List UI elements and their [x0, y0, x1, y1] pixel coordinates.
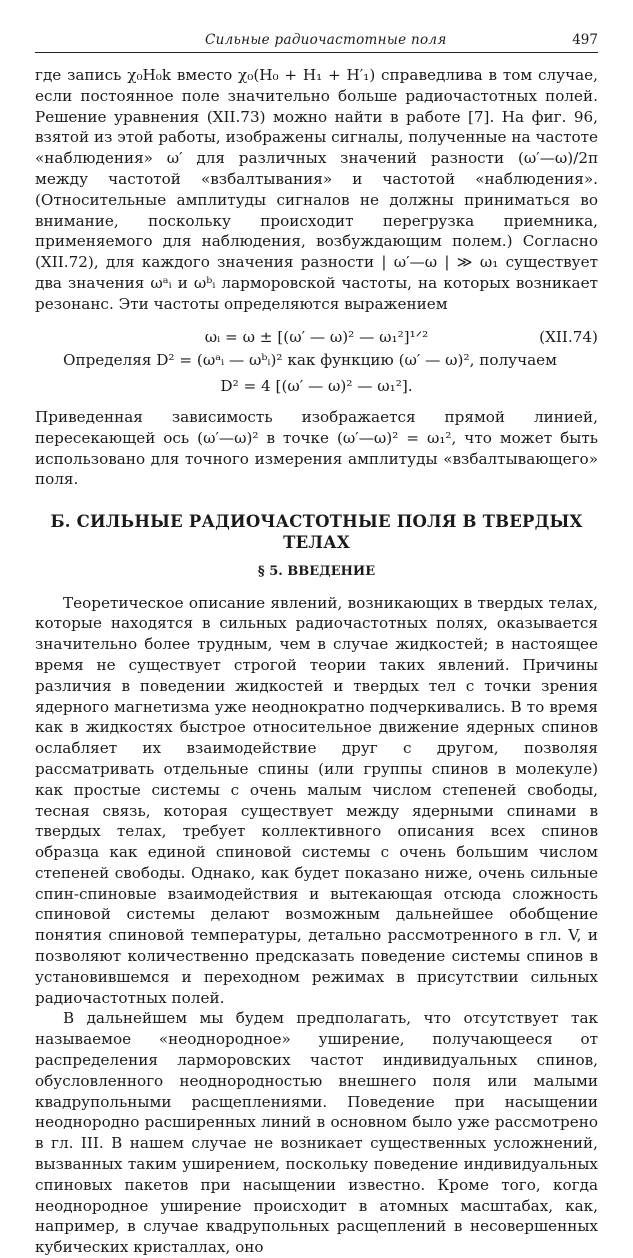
running-title: Сильные радиочастотные поля: [205, 32, 447, 48]
paragraph-intro: Теоретическое описание явлений, возникающих в твердых телах, которые находятся в сильных радиочастотных полях, оказывается значительно более трудным, чем в случае жидкостей; в настоящее время не существует строгой теории таких явлений. Причины различия в поведении жидкостей и твердых тел с точки зрения ядерного магнетизма уже неоднократно подчеркивались. В то время как в жидкостях быстрое относительное движение ядерных спинов ослабляет их взаимодействие друг с другом, позволяя рассматривать отдельные спины (или группы спинов в молекуле) как простые системы с очень малым числом степеней свободы, тесная связь, которая существует между ядерными спинами в твердых телах, требует коллективного описания всех спинов образца как единой спиновой системы с очень большим числом степеней свободы. Однако, как будет показано ниже, очень сильные спин-спиновые взаимодействия и вытекающая отсюда сложность спиновой системы делают возможным дальнейшее обобщение понятия спиновой температуры, детально рассмотренного в гл. V, и позволяют количественно предсказать поведение системы спинов в установившемся и переходном режимах в присутствии сильных радиочастотных полей.: [35, 593, 598, 1007]
section-heading: Б. СИЛЬНЫЕ РАДИОЧАСТОТНЫЕ ПОЛЯ В ТВЕРДЫХ ТЕЛАХ: [50, 512, 583, 552]
subsection-heading: § 5. ВВЕДЕНИЕ: [257, 563, 376, 579]
equation-xii-74: [35, 327, 598, 348]
book-page: [35, 30, 598, 1258]
paragraph-assumptions: В дальнейшем мы будем предполагать, что отсутствует так называемое «неоднородное» уширение, получающееся от распределения ларморовских частот индивидуальных спинов, обусловленного неоднородностью внешнего поля или малыми квадрупольными расщеплениями. Поведение при насыщении неоднородно расширенных линий в основном было уже рассмотрено в гл. III. В нашем случае не возникает существенных усложнений, вызванных таким уширением, поскольку поведение индивидуальных спиновых пакетов при насыщении известно. Кроме того, когда неоднородное уширение происходит в атомных масштабах, как, например, в случае квадрупольных расщеплений в несовершенных кубических кристаллах, оно: [35, 1009, 598, 1257]
page-number: 497: [572, 32, 598, 48]
equation-d-squared: [35, 376, 598, 397]
equation-expression: ωᵢ = ω ± [(ω′ — ω)² — ω₁²]¹ᐟ²: [204, 327, 429, 346]
running-header: [35, 30, 598, 53]
equation-expression: D² = 4 [(ω′ — ω)² — ω₁²].: [220, 377, 413, 396]
paragraph-continuation: где запись χ₀H₀k вместо χ₀(H₀ + H₁ + H′₁) справедлива в том случае, если постоянное поле значительно больше радиочастотных полей. Решение уравнения (XII.73) можно найти в работе [7]. На фиг. 96, взятой из этой работы, изображены сигналы, полученные на частоте «наблюдения» ω′ для различных значений разности (ω′—ω)/2π между частотой «взбалтывания» и частотой «наблюдения». (Относительные амплитуды сигналов не должны приниматься во внимание, поскольку происходит перегрузка приемника, применяемого для наблюдения, возбуждающим полем.) Согласно (XII.72), для каждого значения разности | ω′—ω | ≫ ω₁ существует два значения ωᵃᵢ и ωᵇᵢ ларморовской частоты, на которых возникает резонанс. Эти частоты определяются выражением: [35, 66, 598, 313]
page-body: [35, 65, 598, 1258]
paragraph-conclusion: Приведенная зависимость изображается прямой линией, пересекающей ось (ω′—ω)² в точке (ω′—ω)² = ω₁², что может быть использовано для точного измерения амплитуды «взбалтывающего» поля.: [35, 407, 598, 489]
paragraph-definition: Определяя D² = (ωᵃᵢ — ωᵇᵢ)² как функцию (ω′ — ω)², получаем: [63, 351, 557, 370]
equation-number: (XII.74): [539, 327, 598, 346]
